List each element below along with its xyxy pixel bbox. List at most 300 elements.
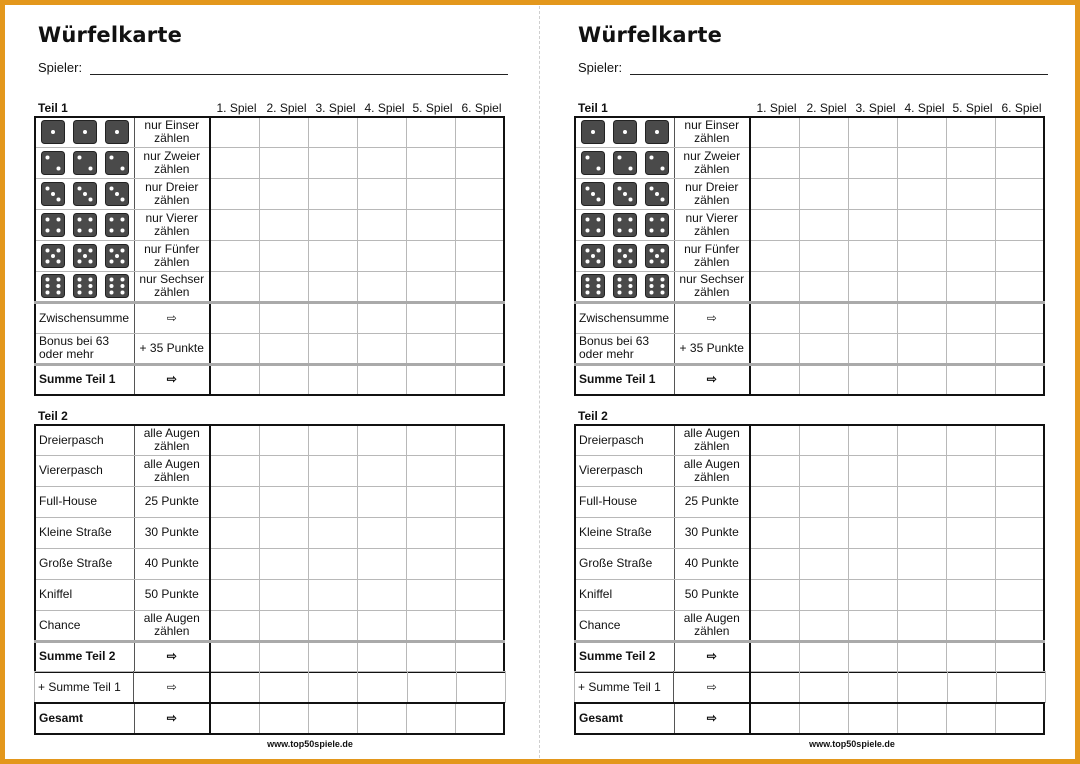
die-face-3-icon [73,182,97,206]
score-cell[interactable] [259,517,308,548]
score-cell[interactable] [799,333,848,364]
die-face-4-icon [73,213,97,237]
score-cell[interactable] [357,548,406,579]
score-cell[interactable] [259,240,308,271]
score-cell[interactable] [308,302,357,333]
score-cell[interactable] [750,271,799,302]
score-cell[interactable] [947,672,996,703]
score-cell[interactable] [308,486,357,517]
score-cell[interactable] [848,271,897,302]
score-cell[interactable] [848,517,897,548]
score-cell[interactable] [946,486,995,517]
score-cell[interactable] [799,271,848,302]
score-cell[interactable] [357,579,406,610]
score-cell[interactable] [210,209,259,240]
score-cell[interactable] [897,610,946,641]
score-cell[interactable] [799,425,848,455]
score-cell[interactable] [995,517,1044,548]
score-cell[interactable] [259,302,308,333]
score-cell[interactable] [799,147,848,178]
dice-cell [35,147,134,178]
score-cell[interactable] [799,703,848,734]
sum2-label: Summe Teil 2 [575,641,674,672]
rule-cell: nur Vierer zählen [134,209,210,240]
category-label: Kniffel [35,579,134,610]
arrow-icon: ⇨ [134,703,210,734]
score-cell[interactable] [259,271,308,302]
score-cell[interactable] [898,672,947,703]
score-cell[interactable] [897,364,946,395]
score-cell[interactable] [406,610,455,641]
score-cell[interactable] [750,610,799,641]
score-cell[interactable] [357,610,406,641]
score-cell[interactable] [799,178,848,209]
score-cell[interactable] [210,178,259,209]
score-cell[interactable] [995,271,1044,302]
score-cell[interactable] [897,486,946,517]
part1-table [34,116,505,396]
rule-cell: nur Fünfer zählen [674,240,750,271]
score-cell[interactable] [897,117,946,147]
score-cell[interactable] [406,548,455,579]
table-row [575,147,1044,178]
score-cell[interactable] [259,548,308,579]
rule-cell: nur Sechser zählen [134,271,210,302]
score-cell[interactable] [455,579,504,610]
score-cell[interactable] [308,703,357,734]
score-cell[interactable] [946,641,995,672]
score-cell[interactable] [897,178,946,209]
score-cell[interactable] [406,333,455,364]
score-cell[interactable] [357,271,406,302]
score-cell[interactable] [995,302,1044,333]
score-cell[interactable] [750,240,799,271]
score-cell[interactable] [897,333,946,364]
score-cell[interactable] [357,517,406,548]
table-row [35,517,504,548]
die-face-6-icon [645,274,669,298]
score-cell[interactable] [848,641,897,672]
score-cell[interactable] [308,271,357,302]
score-cell[interactable] [308,548,357,579]
die-face-3-icon [41,182,65,206]
score-cell[interactable] [897,548,946,579]
score-cell[interactable] [406,579,455,610]
table-row [35,271,504,302]
score-cell[interactable] [848,610,897,641]
score-cell[interactable] [357,117,406,147]
score-cell[interactable] [799,364,848,395]
score-cell[interactable] [210,517,259,548]
table-row [35,486,504,517]
score-cell[interactable] [848,333,897,364]
score-cell[interactable] [995,209,1044,240]
score-cell[interactable] [995,548,1044,579]
score-cell[interactable] [946,703,995,734]
score-cell[interactable] [750,425,799,455]
score-cell[interactable] [210,548,259,579]
score-cell[interactable] [946,517,995,548]
score-cell[interactable] [259,641,308,672]
score-cell[interactable] [848,703,897,734]
score-cell[interactable] [210,271,259,302]
score-cell[interactable] [946,579,995,610]
score-cell[interactable] [799,302,848,333]
score-cell[interactable] [259,610,308,641]
score-cell[interactable] [946,364,995,395]
sum1-row [575,364,1044,395]
score-cell[interactable] [308,147,357,178]
score-cell[interactable] [897,579,946,610]
score-cell[interactable] [357,147,406,178]
score-cell[interactable] [995,641,1044,672]
score-cell[interactable] [357,364,406,395]
score-cell[interactable] [259,425,308,455]
score-cell[interactable] [995,455,1044,486]
score-cell[interactable] [210,579,259,610]
category-label: Viererpasch [35,455,134,486]
score-cell[interactable] [406,271,455,302]
score-cell[interactable] [309,672,358,703]
score-cell[interactable] [799,579,848,610]
die-face-1-icon [645,120,669,144]
score-cell[interactable] [259,672,308,703]
rule-cell: 25 Punkte [674,486,750,517]
score-cell[interactable] [210,364,259,395]
score-cell[interactable] [848,209,897,240]
player-label: Spieler: [38,60,83,75]
score-cell[interactable] [259,117,308,147]
score-cell[interactable] [946,147,995,178]
score-cell[interactable] [308,641,357,672]
score-cell[interactable] [750,455,799,486]
dice-cell [575,147,674,178]
score-cell[interactable] [799,240,848,271]
score-cell[interactable] [455,302,504,333]
score-cell[interactable] [799,486,848,517]
score-cell[interactable] [308,517,357,548]
score-cell[interactable] [946,333,995,364]
score-cell[interactable] [455,486,504,517]
score-cell[interactable] [308,178,357,209]
score-cell[interactable] [750,117,799,147]
table-row [575,548,1044,579]
score-cell[interactable] [897,209,946,240]
score-cell[interactable] [750,672,799,703]
game-header-5: 5. Spiel [952,101,993,115]
score-cell[interactable] [308,364,357,395]
score-cell[interactable] [848,364,897,395]
score-cell[interactable] [406,641,455,672]
score-cell[interactable] [455,641,504,672]
part2-label: Teil 2 [38,409,68,423]
part1-label: Teil 1 [38,101,68,115]
rule-cell: 50 Punkte [674,579,750,610]
score-cell[interactable] [259,147,308,178]
score-cell[interactable] [357,302,406,333]
score-cell[interactable] [848,486,897,517]
score-cell[interactable] [259,364,308,395]
score-cell[interactable] [406,455,455,486]
score-cell[interactable] [946,271,995,302]
score-cell[interactable] [946,178,995,209]
score-cell[interactable] [897,641,946,672]
score-cell[interactable] [995,579,1044,610]
rule-cell: nur Vierer zählen [674,209,750,240]
bonus-label: Bonus bei 63 oder mehr [575,333,674,364]
score-cell[interactable] [897,240,946,271]
score-cell[interactable] [897,302,946,333]
score-cell[interactable] [357,425,406,455]
score-cell[interactable] [308,117,357,147]
game-header-4: 4. Spiel [904,101,945,115]
score-cell[interactable] [750,579,799,610]
score-cell[interactable] [848,579,897,610]
die-face-1-icon [581,120,605,144]
score-cell[interactable] [750,178,799,209]
score-cell[interactable] [848,548,897,579]
score-cell[interactable] [995,364,1044,395]
score-cell[interactable] [308,455,357,486]
score-cell[interactable] [210,333,259,364]
score-cell[interactable] [848,425,897,455]
table-row [575,117,1044,147]
player-name-line[interactable] [90,74,508,75]
game-header-1: 1. Spiel [216,101,257,115]
score-cell[interactable] [455,333,504,364]
score-cell[interactable] [308,425,357,455]
score-cell[interactable] [456,672,505,703]
score-cell[interactable] [799,517,848,548]
score-cell[interactable] [897,425,946,455]
score-cell[interactable] [455,271,504,302]
game-header-2: 2. Spiel [266,101,307,115]
die-face-5-icon [105,244,129,268]
score-cell[interactable] [455,209,504,240]
rule-cell: nur Zweier zählen [134,147,210,178]
score-cell[interactable] [259,579,308,610]
rule-cell: 25 Punkte [134,486,210,517]
score-cell[interactable] [946,240,995,271]
score-cell[interactable] [406,703,455,734]
score-cell[interactable] [750,333,799,364]
die-face-6-icon [41,274,65,298]
score-cell[interactable] [210,147,259,178]
table-row [575,240,1044,271]
score-cell[interactable] [995,333,1044,364]
score-cell[interactable] [848,455,897,486]
score-cell[interactable] [357,641,406,672]
die-face-3-icon [581,182,605,206]
player-field[interactable] [578,60,1048,76]
score-cell[interactable] [995,703,1044,734]
player-field[interactable] [38,60,508,76]
score-cell[interactable] [210,641,259,672]
sum2-row [35,641,504,672]
score-cell[interactable] [357,703,406,734]
score-cell[interactable] [406,425,455,455]
score-cell[interactable] [210,610,259,641]
score-cell[interactable] [357,486,406,517]
score-cell[interactable] [750,209,799,240]
score-cell[interactable] [259,703,308,734]
score-cell[interactable] [455,455,504,486]
dice-cell [35,178,134,209]
score-cell[interactable] [946,455,995,486]
die-face-2-icon [105,151,129,175]
score-cell[interactable] [407,672,456,703]
score-cell[interactable] [259,486,308,517]
die-face-2-icon [613,151,637,175]
score-cell[interactable] [455,425,504,455]
die-face-5-icon [581,244,605,268]
score-cell[interactable] [995,178,1044,209]
score-cell[interactable] [750,486,799,517]
score-cell[interactable] [848,178,897,209]
table-row [575,610,1044,641]
player-name-line[interactable] [630,74,1048,75]
score-cell[interactable] [946,209,995,240]
bonus-row [575,333,1044,364]
sum2-label: Summe Teil 2 [35,641,134,672]
score-cell[interactable] [897,147,946,178]
subtotal-row [575,302,1044,333]
score-cell[interactable] [210,240,259,271]
score-cell[interactable] [357,333,406,364]
score-cell[interactable] [308,240,357,271]
score-cell[interactable] [210,672,259,703]
dice-cell [575,240,674,271]
score-cell[interactable] [455,517,504,548]
score-cell[interactable] [406,517,455,548]
score-cell[interactable] [750,703,799,734]
rule-cell: alle Augen zählen [674,455,750,486]
dice-cell [35,117,134,147]
score-cell[interactable] [995,240,1044,271]
score-cell[interactable] [210,117,259,147]
score-cell[interactable] [406,364,455,395]
score-cell[interactable] [210,455,259,486]
score-cell[interactable] [897,271,946,302]
score-cell[interactable] [946,425,995,455]
score-cell[interactable] [455,240,504,271]
die-face-2-icon [581,151,605,175]
score-cell[interactable] [849,672,898,703]
score-cell[interactable] [750,517,799,548]
score-cell[interactable] [750,364,799,395]
dice-cell [575,117,674,147]
score-cell[interactable] [848,117,897,147]
score-cell[interactable] [210,302,259,333]
score-cell[interactable] [946,302,995,333]
score-cell[interactable] [799,117,848,147]
score-cell[interactable] [308,209,357,240]
score-cell[interactable] [848,240,897,271]
score-cell[interactable] [750,302,799,333]
score-cell[interactable] [995,610,1044,641]
category-label: Full-House [35,486,134,517]
score-cell[interactable] [308,579,357,610]
score-cell[interactable] [799,610,848,641]
score-cell[interactable] [357,209,406,240]
score-cell[interactable] [848,302,897,333]
score-cell[interactable] [946,548,995,579]
score-cell[interactable] [308,333,357,364]
score-cell[interactable] [897,455,946,486]
score-cell[interactable] [455,703,504,734]
score-cell[interactable] [406,486,455,517]
score-cell[interactable] [799,641,848,672]
score-cell[interactable] [995,486,1044,517]
score-cell[interactable] [358,672,407,703]
score-cell[interactable] [259,209,308,240]
score-cell[interactable] [357,240,406,271]
score-cell[interactable] [210,703,259,734]
die-face-5-icon [73,244,97,268]
plus-sum1-row [35,672,506,703]
score-cell[interactable] [210,486,259,517]
die-face-4-icon [41,213,65,237]
score-cell[interactable] [946,117,995,147]
arrow-icon: ⇨ [674,641,750,672]
score-cell[interactable] [357,455,406,486]
score-cell[interactable] [357,178,406,209]
score-cell[interactable] [750,641,799,672]
score-cell[interactable] [210,425,259,455]
score-cell[interactable] [799,548,848,579]
score-cell[interactable] [897,517,946,548]
score-cell[interactable] [996,672,1045,703]
score-cell[interactable] [799,209,848,240]
table-row [575,455,1044,486]
score-cell[interactable] [995,425,1044,455]
arrow-icon: ⇨ [674,672,750,703]
score-cell[interactable] [750,147,799,178]
category-label: Full-House [575,486,674,517]
score-cell[interactable] [995,117,1044,147]
score-cell[interactable] [406,117,455,147]
score-cell[interactable] [455,548,504,579]
score-cell[interactable] [946,610,995,641]
score-cell[interactable] [308,610,357,641]
score-cell[interactable] [406,209,455,240]
score-cell[interactable] [897,703,946,734]
score-cell[interactable] [406,147,455,178]
category-label: Dreierpasch [35,425,134,455]
score-cell[interactable] [848,147,897,178]
score-cell[interactable] [259,178,308,209]
score-cell[interactable] [455,364,504,395]
table-row [575,209,1044,240]
score-cell[interactable] [259,455,308,486]
score-cell[interactable] [455,610,504,641]
score-cell[interactable] [455,117,504,147]
score-cell[interactable] [406,302,455,333]
part2-table [34,424,505,673]
total-table [574,702,1045,735]
score-cell[interactable] [406,178,455,209]
score-cell[interactable] [406,240,455,271]
die-face-1-icon [41,120,65,144]
score-cell[interactable] [750,548,799,579]
game-header-2: 2. Spiel [806,101,847,115]
score-cell[interactable] [995,147,1044,178]
score-cell[interactable] [799,672,848,703]
score-cell[interactable] [259,333,308,364]
score-cell[interactable] [455,147,504,178]
score-cell[interactable] [799,455,848,486]
score-cell[interactable] [455,178,504,209]
